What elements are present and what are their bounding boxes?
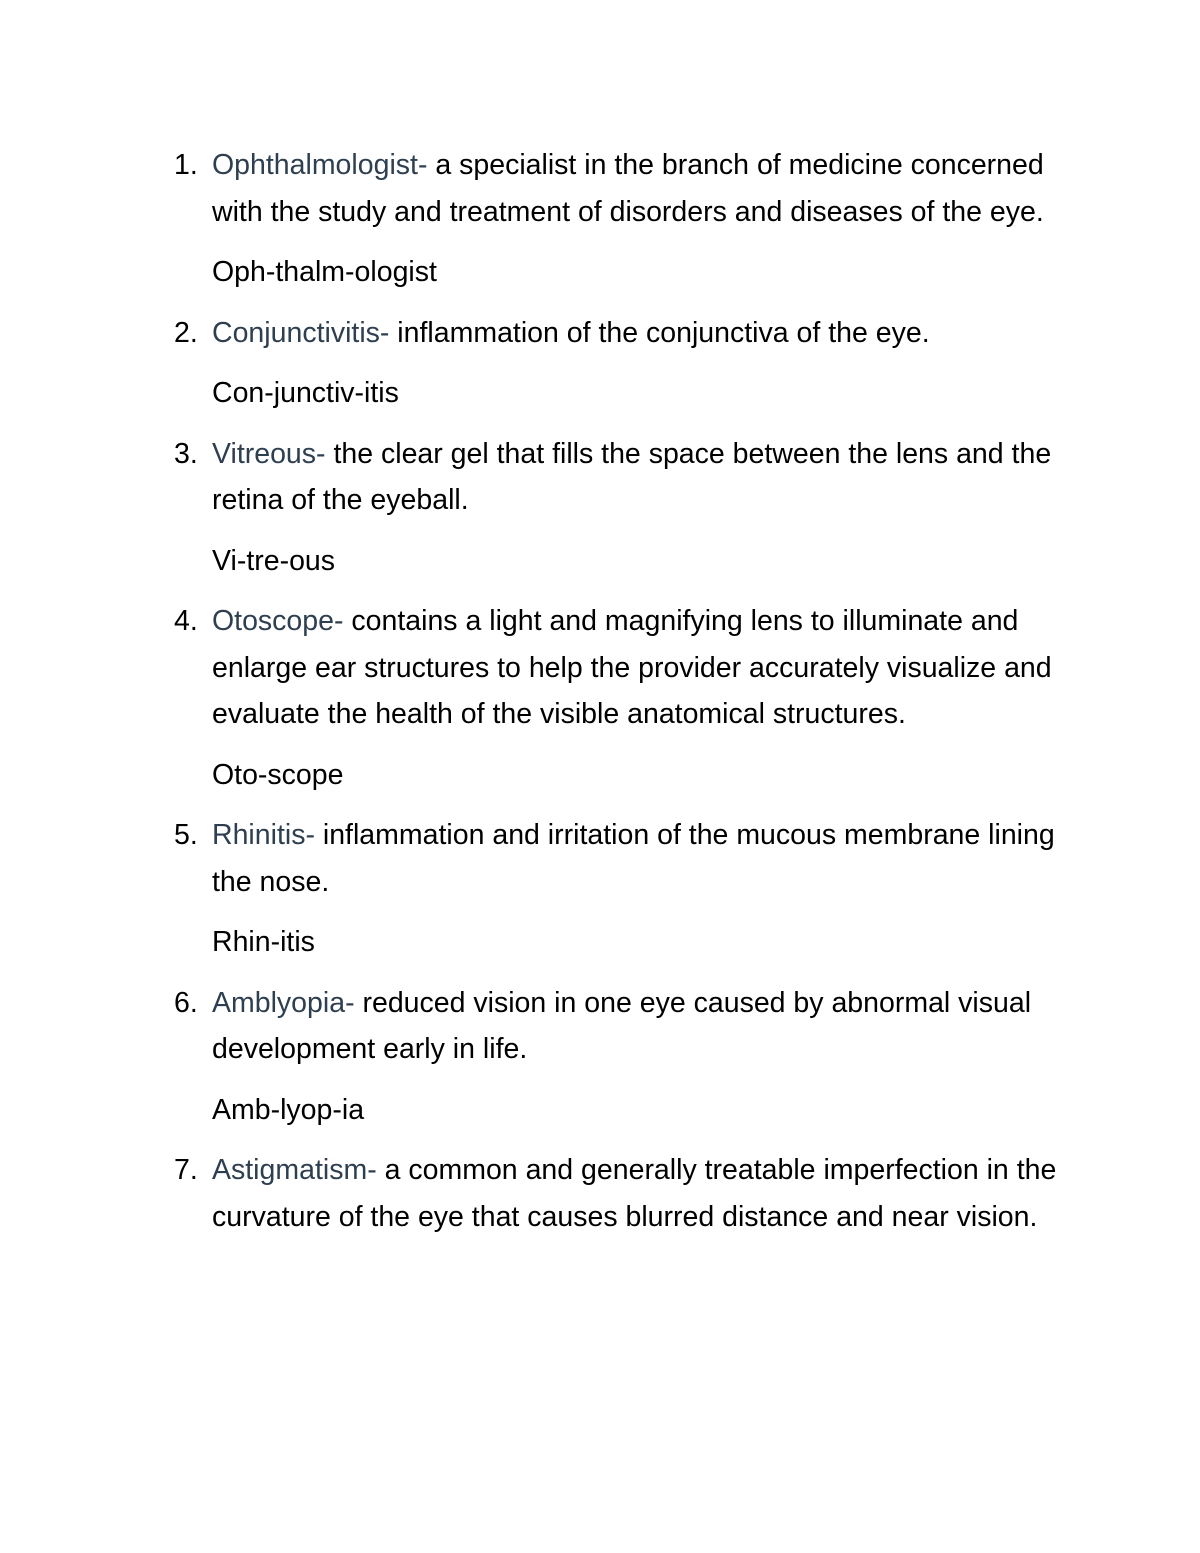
term-syllables: Oto-scope [212, 758, 344, 791]
term-definition: a common and generally treatable imperfection in the curvature of the eye that causes blurred distance and near vision. [212, 1154, 1057, 1233]
term-definition: a specialist in the branch of medicine concerned with the study and treatment of disorders and diseases of the eye. [212, 149, 1044, 228]
item-number: 3. [174, 437, 198, 470]
list-item [170, 812, 1070, 966]
item-number: 4. [174, 605, 198, 637]
term-definition: inflammation of the conjunctiva of the eye. [389, 316, 930, 349]
term-label: Vitreous- [212, 437, 326, 470]
list-item [170, 431, 1070, 585]
term-label: Rhinitis- [212, 819, 315, 851]
item-number: 1. [174, 149, 198, 181]
term-syllables: Oph-thalm-ologist [212, 256, 437, 288]
item-number: 5. [174, 819, 198, 851]
term-definition: contains a light and magnifying lens to illuminate and enlarge ear structures to help the provider accurately visualize and evaluate the health of the visible anatomical structures. [212, 605, 1052, 730]
term-syllables: Con-junctiv-itis [212, 377, 399, 409]
term-syllables: Vi-tre-ous [212, 544, 336, 577]
term-label: Ophthalmologist- [212, 149, 428, 181]
list-item [170, 598, 1070, 798]
term-label: Otoscope- [212, 605, 344, 637]
term-list [170, 142, 1070, 1254]
item-number: 2. [174, 316, 198, 349]
list-item [170, 142, 1070, 296]
term-label: Astigmatism- [212, 1154, 377, 1186]
term-definition: inflammation and irritation of the mucous membrane lining the nose. [212, 819, 1055, 898]
list-item [170, 1147, 1070, 1240]
term-label: Amblyopia- [212, 986, 355, 1019]
term-definition: reduced vision in one eye caused by abnormal visual development early in life. [212, 986, 1032, 1065]
item-number: 6. [174, 986, 198, 1019]
term-definition: the clear gel that fills the space between the lens and the retina of the eyeball. [212, 437, 1052, 516]
item-number: 7. [174, 1154, 198, 1186]
term-syllables: Amb-lyop-ia [212, 1093, 365, 1126]
list-item [170, 980, 1070, 1134]
term-label: Conjunctivitis- [212, 316, 390, 349]
list-item [170, 310, 1070, 417]
term-syllables: Rhin-itis [212, 926, 315, 958]
